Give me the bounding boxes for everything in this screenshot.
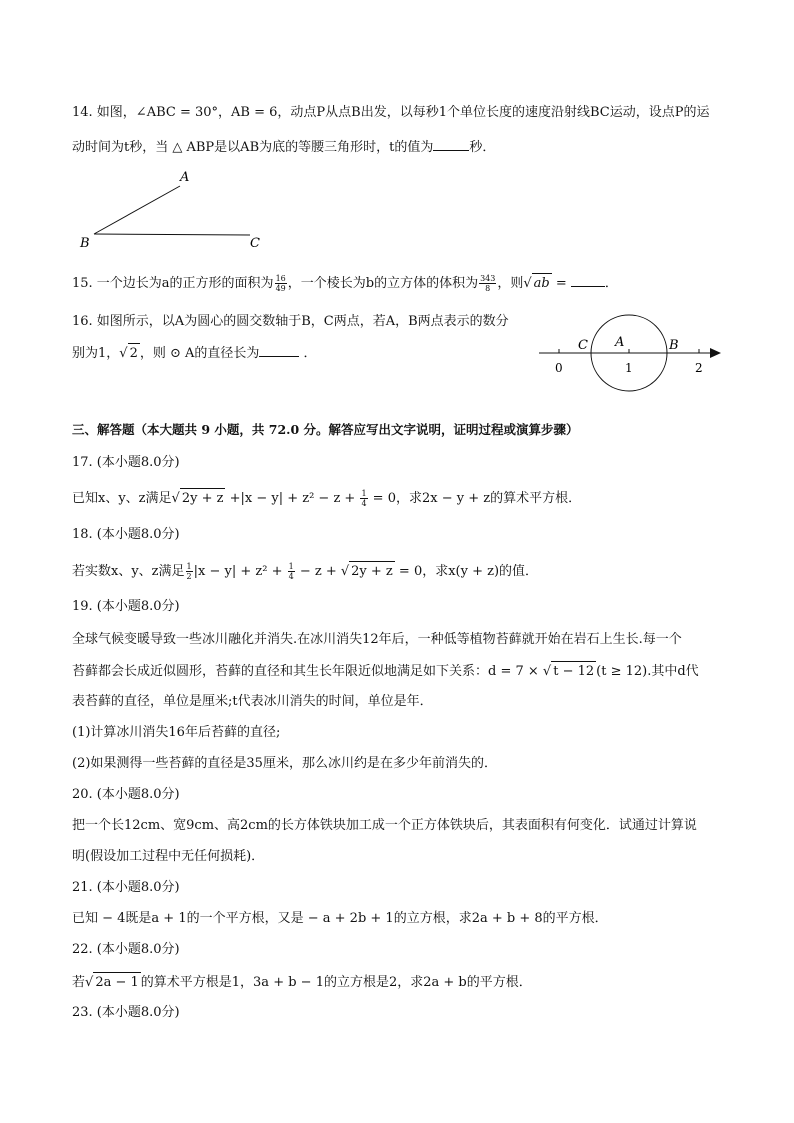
q19-line2 bbox=[72, 661, 699, 682]
q18-text-a: 若实数x、y、z满足 bbox=[72, 564, 185, 579]
q18-frac1-den: 2 bbox=[186, 572, 192, 581]
q18-frac1-num: 1 bbox=[186, 562, 192, 571]
label-c: C bbox=[578, 338, 588, 353]
q15-text-4: = bbox=[551, 276, 571, 291]
q22-text-b: 的算术平方根是1，3a + b − 1的立方根是2，求2a + b的平方根． bbox=[140, 975, 532, 990]
q18-frac2-num: 1 bbox=[288, 562, 294, 571]
q18-text-c: − z + bbox=[295, 564, 341, 579]
q19-radicand: t − 12 bbox=[551, 661, 596, 682]
q15-end: ． bbox=[604, 276, 618, 291]
q18-fraction-2 bbox=[288, 562, 295, 581]
q22-head: 22. (本小题8.0分) bbox=[72, 942, 180, 957]
q18-fraction-1 bbox=[186, 562, 193, 581]
q17-radical: √ 2y + z bbox=[172, 488, 226, 509]
q15-text-2: ，一个棱长为b的立方体的体积为 bbox=[287, 276, 479, 291]
q18-body bbox=[72, 561, 538, 582]
q17-head: 17. (本小题8.0分) bbox=[72, 455, 180, 470]
q18-radicand: 2y + z bbox=[349, 561, 395, 582]
q18-radical: √ 2y + z bbox=[341, 561, 395, 582]
q17-text-b: +|x − y| + z² − z + bbox=[225, 491, 360, 506]
label-b: B bbox=[669, 338, 679, 353]
segment-bc bbox=[94, 234, 250, 235]
q14-answer-blank bbox=[433, 136, 469, 151]
q22-text-a: 若 bbox=[72, 975, 86, 990]
q19-sub2: (2)如果测得一些苔藓的直径是35厘米，那么冰川约是在多少年前消失的． bbox=[72, 756, 497, 771]
q16-line2-text: 别为1， bbox=[72, 346, 120, 361]
label-c: C bbox=[250, 236, 260, 251]
section-3-title: 三、解答题（本大题共 9 小题，共 72.0 分。解答应写出文字说明，证明过程或演算步骤） bbox=[72, 422, 579, 437]
q19-line1: 全球气候变暖导致一些冰川融化并消失.在冰川消失12年后，一种低等植物苔藓就开始在岩石上生长.每一个 bbox=[72, 632, 682, 647]
q19-radical: √ t − 12 bbox=[543, 661, 596, 682]
tick-label-0: 0 bbox=[555, 361, 563, 375]
q22-body bbox=[72, 972, 532, 993]
q15-fraction-1 bbox=[275, 274, 287, 293]
q18-text-d: = 0，求x(y + z)的值． bbox=[394, 564, 539, 579]
q19-line2-text-b: (t ≥ 12).其中d代 bbox=[596, 664, 699, 679]
q15-answer-blank bbox=[571, 272, 605, 287]
q19-sub1: (1)计算冰川消失16年后苔藓的直径; bbox=[72, 725, 281, 740]
q17-fraction bbox=[360, 489, 367, 508]
q14-line2-end: 秒． bbox=[469, 140, 496, 155]
q17-body bbox=[72, 488, 581, 509]
q15-frac2-den: 8 bbox=[485, 284, 491, 293]
q14-line2-text: 动时间为t秒，当 △ ABP是以AB为底的等腰三角形时，t的值为 bbox=[72, 140, 434, 155]
q15-radical: √ ab bbox=[523, 273, 551, 294]
q17-frac-num: 1 bbox=[361, 489, 367, 498]
q19-line2-text-a: 苔藓都会长成近似圆形，苔藓的直径和其生长年限近似地满足如下关系：d = 7 × bbox=[72, 664, 543, 679]
q16-line2-text-b: ，则 ⊙ A的直径长为 bbox=[139, 346, 260, 361]
q23-head: 23. (本小题8.0分) bbox=[72, 1005, 180, 1020]
q16-line2-end: ． bbox=[303, 346, 317, 361]
q15-line bbox=[72, 272, 618, 294]
q20-line1: 把一个长12cm、宽9cm、高2cm的长方体铁块加工成一个正方体铁块后，其表面积有何变化．试通过计算说 bbox=[72, 818, 697, 833]
q18-text-b: |x − y| + z² + bbox=[193, 564, 287, 579]
q21-head: 21. (本小题8.0分) bbox=[72, 880, 180, 895]
q15-fraction-2 bbox=[479, 274, 496, 293]
q22-radicand: 2a − 1 bbox=[93, 972, 140, 993]
q19-line3: 表苔藓的直径，单位是厘米;t代表冰川消失的时间，单位是年． bbox=[72, 694, 433, 709]
q15-text-1: 15. 一个边长为a的正方形的面积为 bbox=[72, 276, 274, 291]
q18-head: 18. (本小题8.0分) bbox=[72, 527, 180, 542]
q20-line2: 明(假设加工过程中无任何损耗)． bbox=[72, 849, 265, 864]
q16-line2 bbox=[72, 342, 317, 364]
q17-frac-den: 4 bbox=[361, 499, 367, 508]
q15-frac1-num: 16 bbox=[275, 274, 286, 283]
label-a: A bbox=[615, 335, 625, 350]
q14-triangle-figure bbox=[72, 166, 282, 252]
q15-frac2-num: 343 bbox=[480, 274, 496, 283]
arrow-head bbox=[710, 348, 721, 358]
q14-line2 bbox=[72, 136, 495, 158]
q22-radical: √ 2a − 1 bbox=[85, 972, 141, 993]
q16-answer-blank bbox=[259, 342, 299, 357]
q17-text-a: 已知x、y、z满足 bbox=[72, 491, 172, 506]
segment-ba bbox=[94, 186, 180, 234]
q18-frac2-den: 4 bbox=[288, 572, 294, 581]
tick-label-2: 2 bbox=[695, 361, 703, 375]
q20-head: 20. (本小题8.0分) bbox=[72, 787, 180, 802]
q17-radicand: 2y + z bbox=[180, 488, 226, 509]
q21-line1: 已知 − 4既是a + 1的一个平方根，又是 − a + 2b + 1的立方根，求2a + b + 8的平方根． bbox=[72, 911, 608, 926]
q15-frac1-den: 49 bbox=[275, 284, 286, 293]
q16-radicand: 2 bbox=[128, 343, 140, 364]
label-a: A bbox=[180, 170, 190, 185]
q15-radicand: ab bbox=[532, 273, 552, 294]
q16-numberline-figure bbox=[535, 312, 725, 396]
label-b: B bbox=[80, 236, 90, 251]
q14-line1: 14. 如图，∠ABC = 30°，AB = 6，动点P从点B出发，以每秒1个单位长度的速度沿射线BC运动，设点P的运 bbox=[72, 105, 710, 120]
q19-head: 19. (本小题8.0分) bbox=[72, 599, 180, 614]
q16-radical: √ 2 bbox=[119, 343, 140, 364]
tick-label-1: 1 bbox=[625, 361, 633, 375]
q16-line1: 16. 如图所示，以A为圆心的圆交数轴于B，C两点，若A，B两点表示的数分 bbox=[72, 314, 509, 329]
q15-text-3: ，则 bbox=[497, 276, 524, 291]
q17-text-c: = 0，求2x − y + z的算术平方根． bbox=[368, 491, 582, 506]
